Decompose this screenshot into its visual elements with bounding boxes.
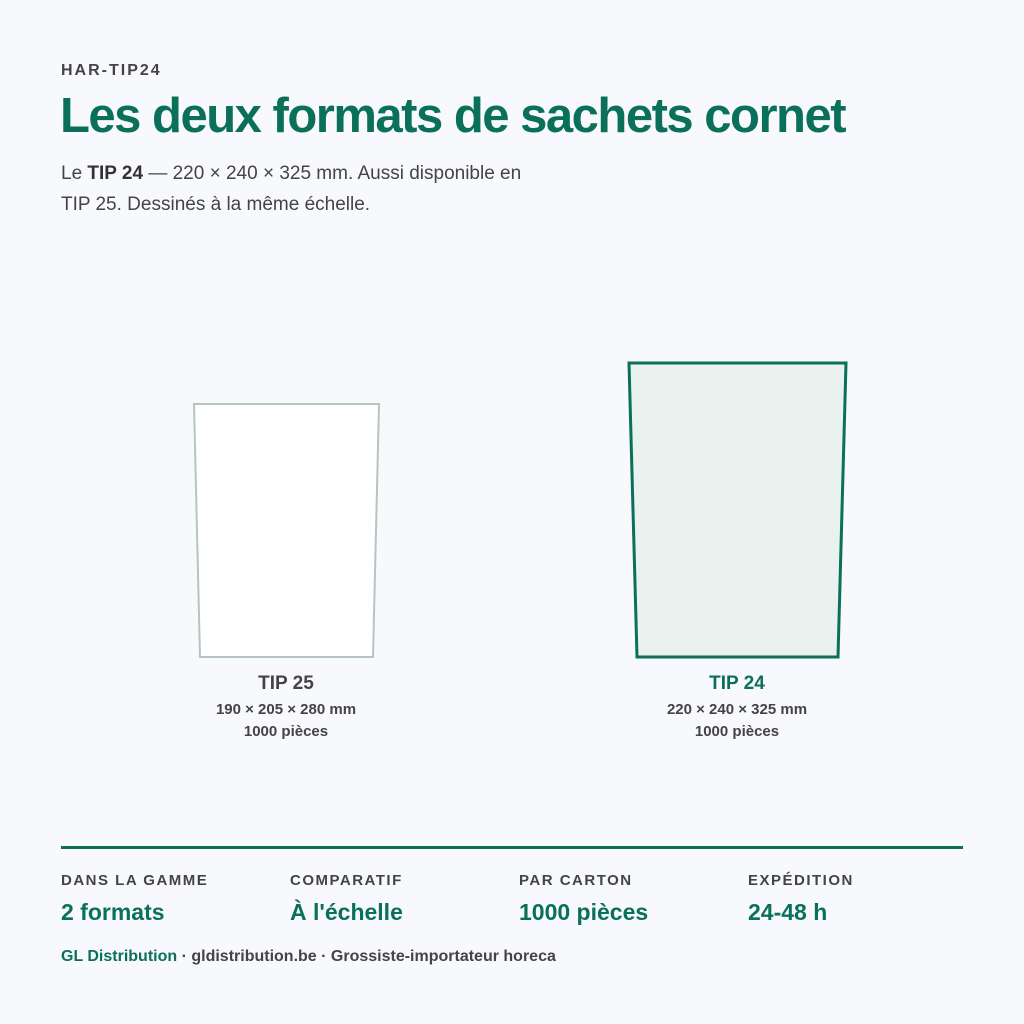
bag-tip25-dimensions: 190 × 205 × 280 mm	[215, 701, 357, 718]
stat-range-label: DANS LA GAMME	[61, 872, 209, 889]
bag-tip24-dimensions: 220 × 240 × 325 mm	[666, 701, 808, 718]
stat-shipping-value: 24-48 h	[748, 899, 828, 925]
footer-separator: ·	[316, 948, 331, 965]
bag-tip24-quantity: 1000 pièces	[694, 723, 780, 740]
bag-tip25-label	[166, 673, 406, 743]
stat-shipping	[748, 872, 968, 926]
subtitle-bold-model: TIP 24	[87, 163, 144, 184]
footer-website: gldistribution.be	[191, 948, 317, 965]
stat-shipping-label: EXPÉDITION	[748, 872, 854, 889]
bag-tip24-shape	[629, 363, 846, 657]
footer-tagline: Grossiste-importateur horeca	[330, 948, 556, 965]
page-title: Les deux formats de sachets cornet	[60, 89, 846, 143]
subtitle-line2: TIP 25. Dessinés à la même échelle.	[61, 194, 371, 215]
footer-separator: ·	[177, 948, 192, 965]
stat-comparison-value: À l'échelle	[290, 899, 403, 925]
footer	[61, 948, 556, 966]
bag-tip25-shape	[194, 404, 379, 657]
bag-tip24-label	[617, 673, 857, 743]
footer-brand: GL Distribution	[61, 948, 178, 965]
bag-tip25-name: TIP 25	[258, 673, 314, 694]
bag-tip24-name: TIP 24	[709, 673, 765, 694]
section-divider	[61, 846, 963, 849]
product-sku: HAR-TIP24	[61, 62, 162, 79]
stat-comparison-label: COMPARATIF	[290, 872, 403, 889]
stat-per-carton-value: 1000 pièces	[519, 899, 649, 925]
subtitle-prefix: Le	[61, 163, 88, 184]
stat-per-carton-label: PAR CARTON	[519, 872, 633, 889]
stat-range	[61, 872, 281, 926]
subtitle-line1-rest: — 220 × 240 × 325 mm. Aussi disponible en	[143, 163, 522, 184]
stat-per-carton	[519, 872, 739, 926]
stat-range-value: 2 formats	[61, 899, 165, 925]
bag-tip25-quantity: 1000 pièces	[243, 723, 329, 740]
stat-comparison	[290, 872, 510, 926]
